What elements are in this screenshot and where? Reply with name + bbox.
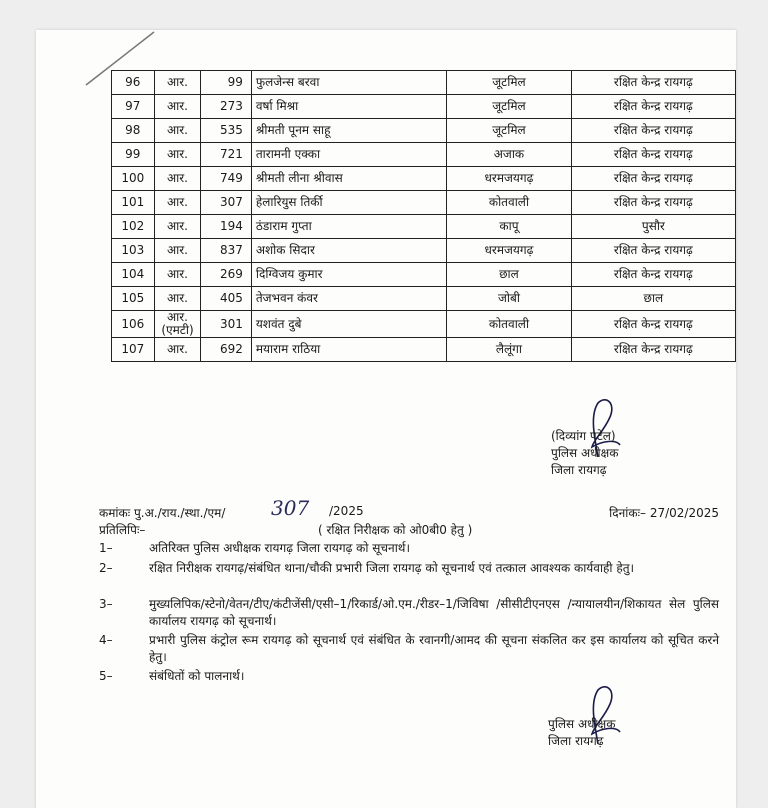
badge-number-cell: [201, 215, 251, 239]
signature-block-top: [551, 428, 618, 479]
new-posting-cell-text: रक्षित केन्द्र रायगढ़: [613, 195, 693, 209]
badge-number-cell: [201, 191, 251, 215]
name-cell: [251, 95, 446, 119]
current-posting-cell: [447, 167, 572, 191]
rank-cell-text: आर.: [166, 267, 188, 281]
new-posting-cell: [571, 215, 735, 239]
current-posting-cell-text: कोतवाली: [488, 195, 530, 209]
serial-number-cell: [112, 287, 155, 311]
name-cell: [251, 71, 446, 95]
signatory-designation: पुलिस अधीक्षक: [548, 717, 616, 731]
badge-number-cell: [201, 167, 251, 191]
table-row: [112, 311, 736, 338]
badge-number-cell: [201, 95, 251, 119]
copy-item-number: 2–: [99, 561, 113, 575]
name-cell-text: ठंडाराम गुप्ता: [255, 219, 312, 233]
new-posting-cell: [571, 239, 735, 263]
rank-cell-text: आर.: [166, 75, 188, 89]
current-posting-cell-text: कापू: [499, 219, 519, 233]
current-posting-cell-text: जूटमिल: [492, 123, 526, 137]
badge-number-cell: [201, 287, 251, 311]
current-posting-cell: [447, 119, 572, 143]
badge-number-cell-text: 405: [219, 291, 243, 305]
table-row: [112, 95, 736, 119]
rank-cell-text: आर.: [166, 291, 188, 305]
name-cell: [251, 143, 446, 167]
order-year: /2025: [329, 504, 364, 518]
name-cell: [251, 287, 446, 311]
serial-number-cell: [112, 95, 155, 119]
name-cell: [251, 191, 446, 215]
copy-item-text: रक्षित निरीक्षक रायगढ़/संबंधित थाना/चौकी प्रभारी जिला रायगढ़ को सूचनार्थ एवं तत्काल आवश्यक कार्यवाही हेतु।: [149, 561, 635, 575]
new-posting-cell-text: रक्षित केन्द्र रायगढ़: [613, 123, 693, 137]
serial-number-cell-text: 97: [125, 99, 141, 113]
new-posting-cell: [571, 71, 735, 95]
current-posting-cell: [447, 71, 572, 95]
table-row: [112, 287, 736, 311]
new-posting-cell-text: रक्षित केन्द्र रायगढ़: [613, 243, 693, 257]
name-cell-text: तेजभवन कंवर: [255, 291, 318, 305]
current-posting-cell-text: धरमजयगढ़: [484, 171, 534, 185]
rank-subtext: (एमटी): [161, 323, 194, 337]
signatory-district: जिला रायगढ़: [551, 463, 607, 477]
current-posting-cell-text: अजाक: [493, 147, 525, 161]
serial-number-cell: [112, 215, 155, 239]
signature-block-bottom: [548, 716, 615, 750]
table-row: [112, 338, 736, 362]
current-posting-cell: [447, 191, 572, 215]
copy-item-text: प्रभारी पुलिस कंट्रोल रूम रायगढ़ को सूचनार्थ एवं संबंधित के रवानगी/आमद की सूचना संकलित कर इस कार्यालय को सूचित करने हेतु।: [149, 633, 719, 664]
order-number-handwritten: 307: [271, 496, 310, 520]
order-number-prefix: कमांकः पु.अ./राय./स्था./एम/: [99, 506, 226, 520]
badge-number-cell-text: 301: [219, 316, 243, 331]
serial-number-cell: [112, 119, 155, 143]
new-posting-cell: [571, 191, 735, 215]
rank-cell: [154, 215, 201, 239]
transfer-table-body: [112, 71, 736, 362]
serial-number-cell: [112, 239, 155, 263]
serial-number-cell-text: 98: [125, 123, 141, 137]
current-posting-cell: [447, 263, 572, 287]
serial-number-cell: [112, 167, 155, 191]
serial-number-cell-text: 99: [125, 147, 141, 161]
copy-item-number: 4–: [99, 633, 113, 647]
rank-cell: [154, 239, 201, 263]
current-posting-cell-text: जूटमिल: [492, 99, 526, 113]
rank-cell-text: आर.: [166, 171, 188, 185]
new-posting-cell: [571, 143, 735, 167]
name-cell-text: श्रीमती पूनम साहू: [255, 123, 331, 137]
badge-number-cell-text: 273: [219, 99, 243, 113]
new-posting-cell-text: रक्षित केन्द्र रायगढ़: [613, 147, 693, 161]
new-posting-cell-text: रक्षित केन्द्र रायगढ़: [613, 267, 693, 281]
badge-number-cell: [201, 143, 251, 167]
current-posting-cell-text: कोतवाली: [488, 316, 530, 331]
badge-number-cell: [201, 338, 251, 362]
name-cell: [251, 215, 446, 239]
rank-cell: [154, 143, 201, 167]
copy-item-text: संबंधितों को पालनार्थ।: [149, 669, 245, 683]
table-row: [112, 263, 736, 287]
table-row: [112, 143, 736, 167]
serial-number-cell: [112, 311, 155, 338]
current-posting-cell-text: जूटमिल: [492, 75, 526, 89]
current-posting-cell: [447, 95, 572, 119]
new-posting-cell: [571, 167, 735, 191]
current-posting-cell: [447, 239, 572, 263]
rank-cell: [154, 71, 201, 95]
badge-number-cell-text: 269: [219, 267, 243, 281]
name-cell-text: वर्षा मिश्रा: [255, 99, 299, 113]
rank-cell-text: आर.: [166, 243, 188, 257]
name-cell-text: यशवंत दुबे: [255, 316, 302, 331]
name-cell: [251, 239, 446, 263]
serial-number-cell: [112, 71, 155, 95]
badge-number-cell-text: 721: [219, 147, 243, 161]
rank-cell-text: आर.: [166, 147, 188, 161]
table-row: [112, 71, 736, 95]
copies-note: ( रक्षित निरीक्षक को ओ0बी0 हेतु ): [318, 523, 473, 537]
signatory-district: जिला रायगढ़: [548, 734, 604, 748]
table-row: [112, 119, 736, 143]
current-posting-cell-text: छाल: [499, 267, 519, 281]
serial-number-cell: [112, 191, 155, 215]
name-cell-text: अशोक सिदार: [255, 243, 315, 257]
serial-number-cell-text: 107: [121, 342, 145, 356]
badge-number-cell: [201, 119, 251, 143]
rank-cell: [154, 287, 201, 311]
new-posting-cell: [571, 311, 735, 338]
name-cell: [251, 311, 446, 338]
document-page: [36, 30, 736, 808]
copy-item-number: 5–: [99, 669, 113, 683]
table-row: [112, 191, 736, 215]
copy-item-number: 1–: [99, 541, 113, 555]
signatory-designation: पुलिस अधीक्षक: [551, 446, 619, 460]
current-posting-cell: [447, 311, 572, 338]
rank-cell: [154, 311, 201, 338]
copies-title: प्रतिलिपिः–: [99, 523, 146, 537]
serial-number-cell-text: 104: [121, 267, 145, 281]
current-posting-cell: [447, 338, 572, 362]
badge-number-cell: [201, 263, 251, 287]
rank-cell: [154, 263, 201, 287]
new-posting-cell-text: छाल: [643, 291, 664, 305]
badge-number-cell-text: 749: [219, 171, 243, 185]
transfer-table: [111, 70, 736, 362]
rank-cell-text: आर.: [166, 195, 188, 209]
copy-item-text: मुख्यलिपिक/स्टेनो/वेतन/टीए/कंटीजेंसी/एसी–1/रिकार्ड/ओ.एम./रीडर–1/जिविषा /सीसीटीएनएस /न्यायालयीन/शिकायत सेल पुलिस कार्यालय रायगढ़ को सूचनार्थ।: [149, 597, 719, 628]
serial-number-cell-text: 101: [121, 195, 145, 209]
new-posting-cell-text: पुसौर: [641, 219, 665, 233]
copy-item-text: अतिरिक्त पुलिस अधीक्षक रायगढ़ जिला रायगढ़ को सूचनार्थ।: [149, 541, 411, 555]
serial-number-cell: [112, 143, 155, 167]
name-cell-text: फुलजेन्स बरवा: [255, 75, 320, 89]
name-cell-text: श्रीमती लीना श्रीवास: [255, 171, 343, 185]
name-cell: [251, 263, 446, 287]
rank-cell: [154, 191, 201, 215]
serial-number-cell-text: 96: [125, 75, 141, 89]
new-posting-cell: [571, 338, 735, 362]
table-row: [112, 215, 736, 239]
badge-number-cell: [201, 239, 251, 263]
serial-number-cell: [112, 338, 155, 362]
serial-number-cell-text: 106: [121, 316, 145, 331]
current-posting-cell: [447, 215, 572, 239]
serial-number-cell: [112, 263, 155, 287]
badge-number-cell: [201, 71, 251, 95]
rank-cell: [154, 95, 201, 119]
copy-item-number: 3–: [99, 597, 113, 611]
badge-number-cell-text: 535: [219, 123, 243, 137]
table-row: [112, 167, 736, 191]
name-cell: [251, 119, 446, 143]
rank-cell: [154, 167, 201, 191]
rank-cell-text: आर.: [166, 123, 188, 137]
new-posting-cell-text: रक्षित केन्द्र रायगढ़: [613, 342, 693, 356]
current-posting-cell-text: धरमजयगढ़: [484, 243, 534, 257]
badge-number-cell-text: 99: [227, 75, 243, 89]
name-cell-text: हेलारियुस तिर्की: [255, 195, 323, 209]
rank-cell-text: आर.: [166, 342, 188, 356]
current-posting-cell-text: लैलूंगा: [495, 342, 523, 356]
name-cell-text: दिग्विजय कुमार: [255, 267, 323, 281]
badge-number-cell: [201, 311, 251, 338]
badge-number-cell-text: 307: [219, 195, 243, 209]
badge-number-cell-text: 837: [219, 243, 243, 257]
new-posting-cell: [571, 95, 735, 119]
name-cell-text: मयाराम राठिया: [255, 342, 321, 356]
badge-number-cell-text: 194: [219, 219, 243, 233]
table-row: [112, 239, 736, 263]
rank-cell-text: आर.: [166, 99, 188, 113]
new-posting-cell: [571, 287, 735, 311]
current-posting-cell-text: जोबी: [497, 291, 520, 305]
serial-number-cell-text: 100: [121, 171, 145, 185]
new-posting-cell-text: रक्षित केन्द्र रायगढ़: [613, 75, 693, 89]
current-posting-cell: [447, 143, 572, 167]
signatory-name: (दिव्यांग पटेल): [551, 429, 616, 443]
new-posting-cell: [571, 119, 735, 143]
rank-cell: [154, 119, 201, 143]
serial-number-cell-text: 105: [121, 291, 145, 305]
badge-number-cell-text: 692: [219, 342, 243, 356]
order-date: दिनांकः– 27/02/2025: [609, 506, 719, 520]
serial-number-cell-text: 102: [121, 219, 145, 233]
current-posting-cell: [447, 287, 572, 311]
new-posting-cell: [571, 263, 735, 287]
serial-number-cell-text: 103: [121, 243, 145, 257]
new-posting-cell-text: रक्षित केन्द्र रायगढ़: [613, 99, 693, 113]
rank-cell-text: आर.: [166, 219, 188, 233]
rank-cell: [154, 338, 201, 362]
new-posting-cell-text: रक्षित केन्द्र रायगढ़: [613, 171, 693, 185]
name-cell-text: तारामनी एक्का: [255, 147, 321, 161]
new-posting-cell-text: रक्षित केन्द्र रायगढ़: [613, 316, 693, 331]
rank-cell-text: आर.: [166, 310, 188, 324]
name-cell: [251, 338, 446, 362]
name-cell: [251, 167, 446, 191]
